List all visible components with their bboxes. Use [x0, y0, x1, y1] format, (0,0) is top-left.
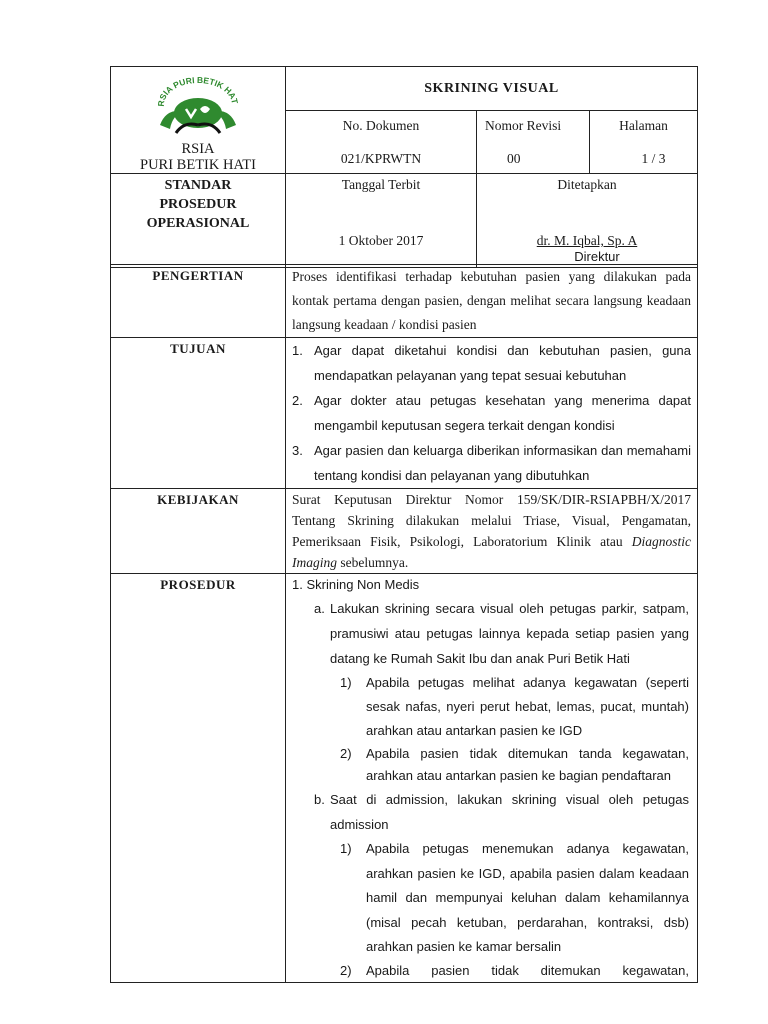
prosedur-heading: 1. Skrining Non Medis [292, 577, 420, 592]
header-table [110, 66, 698, 268]
sop-line3: OPERASIONAL [146, 216, 250, 231]
item-letter: b. [314, 792, 325, 807]
logo-cell [111, 67, 286, 174]
document-title: SKRINING VISUAL [286, 67, 698, 111]
approved-label: Ditetapkan [557, 177, 617, 192]
kebijakan-text-b: sebelumnya. [337, 555, 409, 570]
list-item [292, 388, 691, 438]
sub-list-item [292, 743, 689, 787]
list-text: Agar dapat diketahui kondisi dan kebutuhan pasien, guna mendapatkan pelayanan yang tepat sesuai kebutuhan [314, 343, 691, 383]
sub-item-text: Apabila petugas melihat adanya kegawatan (seperti sesak nafas, nyeri perut hebat, lemas, pucat, muntah) arahkan atau antarkan pasien ke IGD [366, 675, 689, 738]
prosedur-cell [286, 574, 698, 983]
revision-cell [477, 111, 590, 174]
list-number: 1. [292, 343, 303, 358]
sub-item-text: Apabila pasien tidak ditemukan kegawatan, [366, 962, 689, 978]
approver-title: Direktur [574, 249, 620, 264]
item-text: Lakukan skrining secara visual oleh petugas parkir, satpam, pramusiwi atau petugas lainnya kepada setiap pasien yang datang ke Rumah Sakit Ibu dan anak Puri Betik Hati [330, 601, 689, 666]
list-item [292, 438, 691, 488]
org-name-line2: PURI BETIK HATI [140, 157, 256, 173]
approval-cell [477, 174, 698, 268]
sub-item-text: Apabila petugas menemukan adanya kegawatan, arahkan pasien ke IGD, apabila pasien dalam keadaan hamil dan mempunyai keluhan dalam kehamilannya (misal pecah ketuban, perdarahan, kontraksi, dsb) arahkan pasien ke kamar bersalin [366, 841, 689, 954]
revision-value: 00 [507, 151, 521, 167]
hospital-logo [150, 75, 246, 137]
prosedur-item-a [292, 596, 689, 671]
doc-number-label: No. Dokumen [342, 118, 420, 134]
page-cell [590, 111, 698, 174]
kebijakan-text [286, 489, 697, 573]
prosedur-item-b [292, 787, 689, 837]
sub-item-number: 1) [340, 675, 352, 690]
page-value: 1 / 3 [641, 151, 666, 167]
approver-name: dr. M. Iqbal, Sp. A [536, 233, 638, 248]
issued-date: 1 Oktober 2017 [338, 233, 424, 248]
tujuan-list [286, 338, 697, 488]
kebijakan-label: KEBIJAKAN [111, 489, 286, 574]
tujuan-label: TUJUAN [111, 338, 286, 489]
list-number: 2. [292, 393, 303, 408]
list-number: 3. [292, 443, 303, 458]
sop-line1: STANDAR [164, 178, 232, 193]
prosedur-label: PROSEDUR [111, 574, 286, 983]
sub-list-item [292, 671, 689, 743]
sop-line2: PROSEDUR [159, 197, 237, 212]
list-text: Agar dokter atau petugas kesehatan yang menerima dapat mengambil keputusan segera terkait dengan kondisi [314, 393, 691, 433]
content-table [110, 264, 698, 983]
list-item [292, 338, 691, 388]
tujuan-cell [286, 338, 698, 489]
sub-list-item [292, 960, 689, 982]
doc-number-value: 021/KPRWTN [340, 151, 422, 167]
sop-label-cell [111, 174, 286, 268]
issued-label: Tanggal Terbit [341, 177, 421, 192]
list-text: Agar pasien dan keluarga diberikan informasikan dan memahami tentang kondisi dan pelayanan yang dibutuhkan [314, 443, 691, 483]
revision-label: Nomor Revisi [485, 118, 562, 134]
sub-item-text: Apabila pasien tidak ditemukan tanda kegawatan, arahkan atau antarkan pasien ke bagian pendaftaran [366, 746, 689, 783]
issued-cell [286, 174, 477, 268]
pengertian-text: Proses identifikasi terhadap kebutuhan pasien yang dilakukan pada kontak pertama dengan pasien, dengan melihat secara langsung keadaan langsung keadaan / kondisi pasien [292, 269, 691, 332]
pengertian-cell [286, 265, 698, 338]
kebijakan-text-italic: Diagnostic Imaging [292, 534, 691, 570]
item-text: Saat di admission, lakukan skrining visual oleh petugas admission [330, 792, 689, 832]
sub-item-number: 2) [340, 962, 352, 978]
sub-list-item [292, 837, 689, 960]
sub-item-number: 1) [340, 841, 352, 856]
item-letter: a. [314, 601, 325, 616]
logo-text: RSIA PURI BETIK HAT [155, 75, 241, 107]
kebijakan-cell [286, 489, 698, 574]
kebijakan-text-a: Surat Keputusan Direktur Nomor 159/SK/DIR-RSIAPBH/X/2017 Tentang Skrining dilakukan melalui Triase, Visual, Pengamatan, Pemeriksaan Fisik, Psikologi, Laboratorium Klinik atau [292, 492, 691, 549]
sub-item-number: 2) [340, 746, 352, 761]
pengertian-label: PENGERTIAN [111, 265, 286, 338]
page-label: Halaman [619, 118, 668, 134]
doc-number-cell [286, 111, 477, 174]
org-name-line1: RSIA [181, 141, 215, 157]
